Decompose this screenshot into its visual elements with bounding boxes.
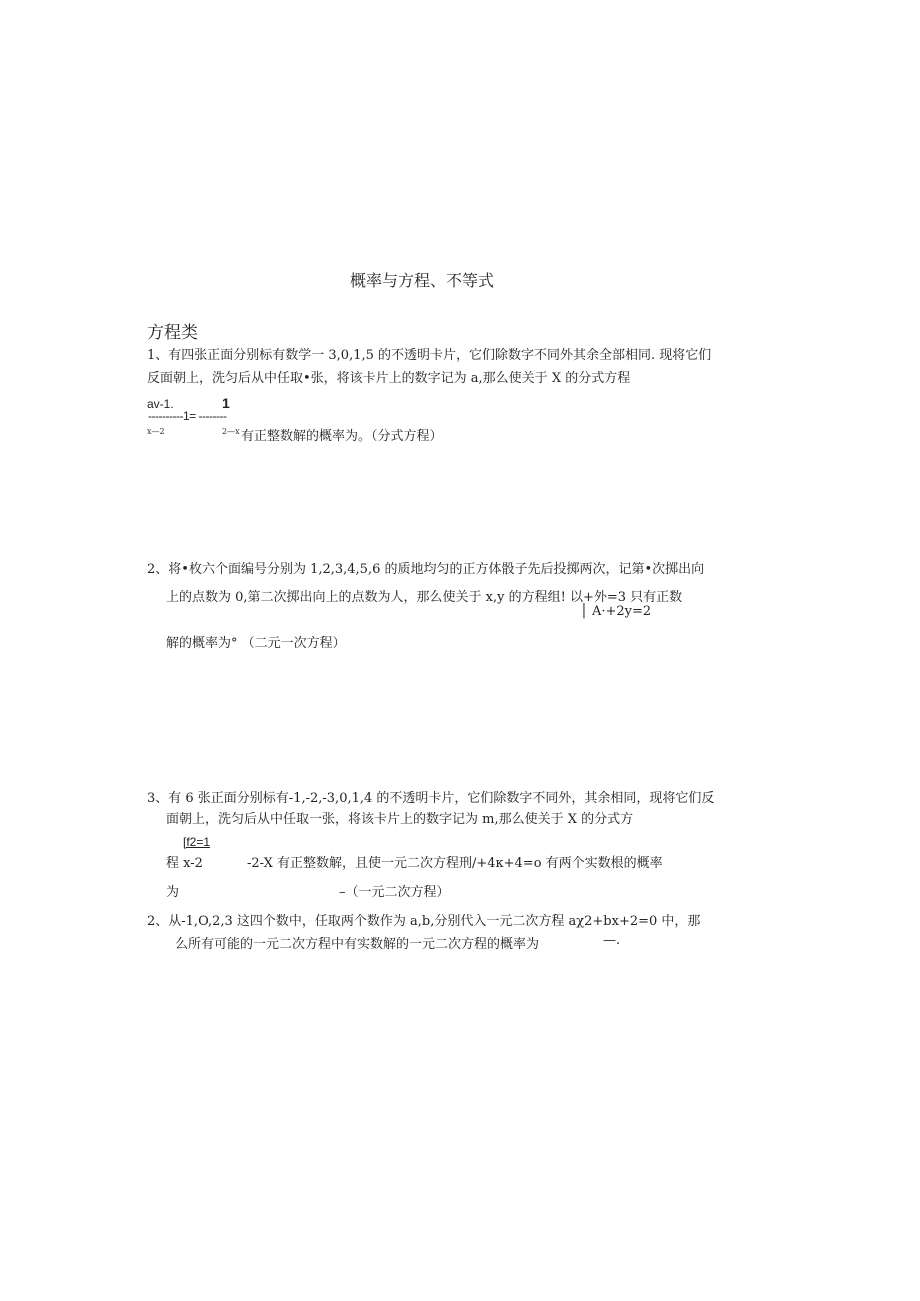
q1-fraction-denominator-left: x—2 [147, 427, 165, 436]
q3-line3-right: -2-X 有正整数解，且使一元二次方程刑/+4κ+4=o 有两个实数根的概率 [247, 856, 663, 871]
section-heading: 方程类 [147, 323, 198, 343]
q2-line1: 2、将•枚六个面编号分别为 1,2,3,4,5,6 的质地均匀的正方体骰子先后投掷两次，记第•次掷出向 [147, 562, 705, 577]
q1-fraction-denominator-right: 2—x [222, 427, 240, 436]
q4-line2-left: 么所有可能的一元二次方程中有实数解的一元二次方程的概率为 [175, 937, 540, 952]
q2-line2: 上的点数为 0,第二次掷出向上的点数为人，那么使关于 x,y 的方程组! 以+外=3 只有正数 [166, 590, 683, 605]
q1-line2: 反面朝上，洗匀后从中任取•张，将该卡片上的数字记为 a,那么使关于 X 的分式方程 [147, 371, 631, 386]
q4-line1: 2、从-1,O,2,3 这四个数中，任取两个数作为 a,b,分别代入一元二次方程 aχ2+bx+2=0 中，那 [147, 914, 701, 929]
q3-line1: 3、有 6 张正面分别标有-1,-2,-3,0,1,4 的不透明卡片，它们除数字不同外，其余相同，现将它们反 [147, 791, 715, 806]
q3-line2: 面朝上，洗匀后从中任取一张，将该卡片上的数字记为 m,那么使关于 X 的分式方 [166, 812, 634, 827]
q2-line3: 解的概率为° （二元一次方程） [166, 636, 346, 651]
q1-line1: 1、有四张正面分别标有数学一 3,0,1,5 的不透明卡片，它们除数字不同外其余全部相同. 现将它们 [147, 348, 712, 363]
q2-line2b: │ A·+2y=2 [580, 604, 652, 619]
page-title: 概率与方程、不等式 [350, 271, 495, 290]
q1-fraction-numerator-right: 1 [222, 395, 230, 411]
q3-line4-left: 为 [166, 885, 180, 900]
q3-line4-right: –（一元二次方程） [339, 885, 450, 900]
q1-tail: 有正整数解的概率为。（分式方程） [241, 429, 443, 444]
q1-fraction-numerator-left: av-1. [147, 397, 174, 411]
q1-fraction-bar: ----------1= -------- [148, 409, 227, 423]
q3-line3-left: 程 x-2 [166, 856, 203, 871]
q4-line2-right: —. [603, 933, 621, 948]
q3-fraction-top: [f2=1 [183, 835, 211, 849]
